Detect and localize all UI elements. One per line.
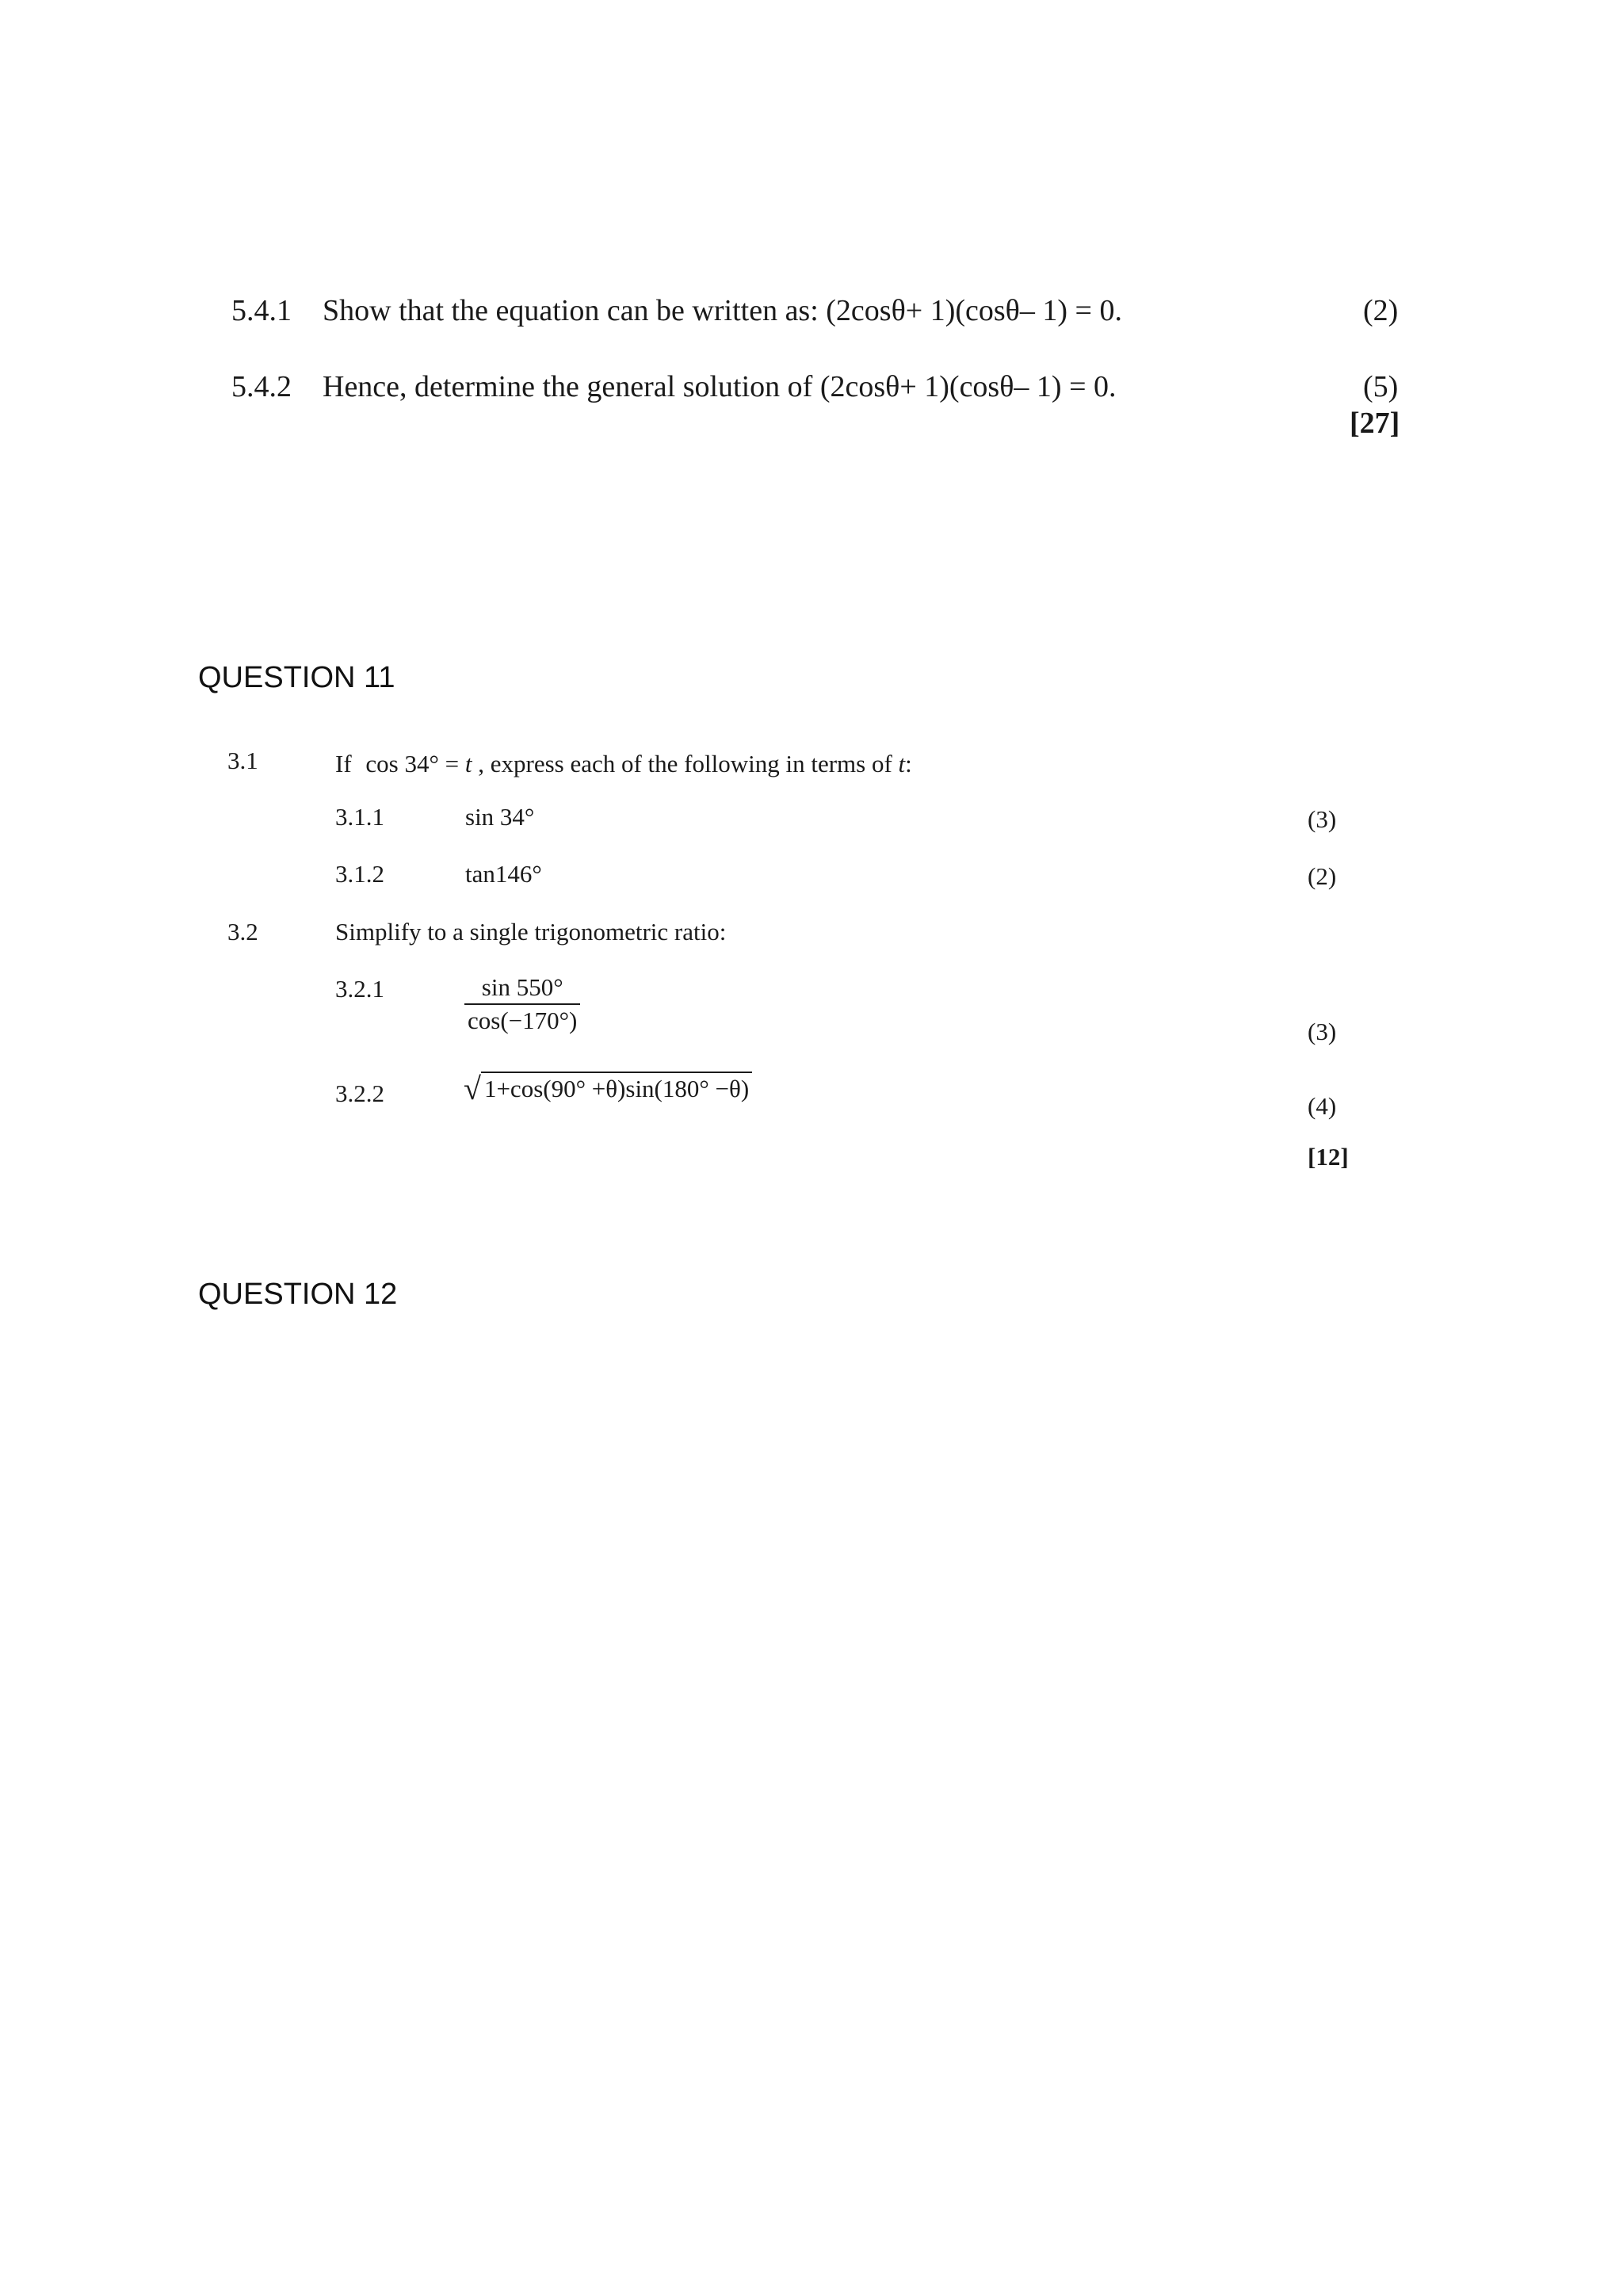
- fraction-denominator: cos(−170°): [468, 1007, 578, 1034]
- marks-321: (3): [1308, 1018, 1337, 1045]
- q311-num: 3.1.1: [335, 803, 384, 831]
- q322-num: 3.2.2: [335, 1079, 384, 1107]
- q312-num: 3.1.2: [335, 860, 384, 888]
- q321-fraction: [464, 973, 580, 1035]
- marks-322: (4): [1308, 1092, 1337, 1120]
- marks-311: (3): [1308, 805, 1337, 833]
- item-num-541: 5.4.1: [231, 294, 292, 327]
- marks-542: (5): [1363, 370, 1399, 403]
- marks-312: (2): [1308, 862, 1337, 890]
- item-num-542: 5.4.2: [231, 370, 292, 403]
- question-12-heading: QUESTION 12: [198, 1278, 398, 1311]
- radical-sign: √: [464, 1071, 481, 1106]
- marks-541: (2): [1363, 294, 1399, 327]
- q31-num: 3.1: [227, 747, 258, 774]
- item-text-541: Show that the equation can be written as: (2cosθ+ 1)(cosθ– 1) = 0.: [323, 294, 1122, 327]
- q312-expr: tan146°: [465, 860, 542, 888]
- q31-text: If cos 34° = t , express each of the following in terms of t:: [335, 750, 912, 777]
- total-q5: [27]: [1350, 407, 1400, 440]
- q32-num: 3.2: [227, 918, 258, 946]
- total-q11: [12]: [1308, 1143, 1349, 1171]
- q321-num: 3.2.1: [335, 975, 384, 1003]
- radicand: 1+cos(90° +θ)sin(180° −θ): [481, 1072, 752, 1103]
- q32-text: Simplify to a single trigonometric ratio:: [335, 918, 727, 946]
- item-text-542: Hence, determine the general solution of (2cosθ+ 1)(cosθ– 1) = 0.: [323, 370, 1117, 403]
- q322-sqrt-expression: [464, 1072, 752, 1104]
- q311-expr: sin 34°: [465, 803, 535, 831]
- question-11-heading: QUESTION 11: [198, 661, 395, 694]
- fraction-numerator: sin 550°: [464, 973, 580, 1005]
